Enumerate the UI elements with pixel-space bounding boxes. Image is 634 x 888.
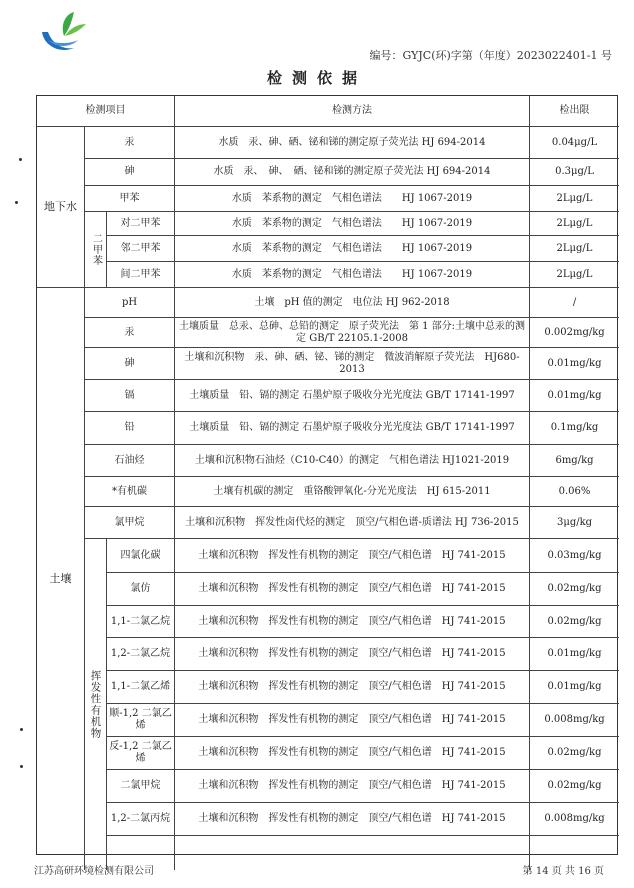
item-limit: 0.01mg/kg [530,380,619,412]
item-limit: 0.02mg/kg [530,737,619,770]
scan-speck [15,201,18,204]
item-name: 1,1-二氯乙烯 [107,671,175,704]
item-name: 镉 [85,380,175,412]
item-method: 土壤质量 总汞、总砷、总铅的测定 原子荧光法 第 1 部分:土壤中总汞的测定 GB/T 22105.1-2008 [175,318,530,348]
item-limit: 2Lμg/L [530,186,619,212]
item-method: 土壤和沉积物 挥发性有机物的测定 顶空/气相色谱 HJ 741-2015 [175,539,530,573]
item-method: 土壤质量 铅、镉的测定 石墨炉原子吸收分光光度法 GB/T 17141-1997 [175,380,530,412]
item-limit: 0.01mg/kg [530,348,619,380]
item-method: 土壤 pH 值的测定 电位法 HJ 962-2018 [175,288,530,318]
item-name: 铅 [85,412,175,445]
scan-speck [19,158,22,161]
scan-speck [20,728,23,731]
item-limit: 2Lμg/L [530,236,619,262]
item-method: 土壤和沉积物 汞、砷、硒、铋、锑的测定 微波消解原子荧光法 HJ680-2013 [175,348,530,380]
item-method: 水质 苯系物的测定 气相色谱法 HJ 1067-2019 [175,212,530,236]
item-limit: 0.03mg/kg [530,539,619,573]
item-limit: 2Lμg/L [530,262,619,288]
group-voc: 挥发性有机物 [85,539,107,870]
item-name: 邻二甲苯 [107,236,175,262]
item-limit: 0.02mg/kg [530,573,619,606]
method-table [36,95,618,855]
item-name: pH [85,288,175,318]
company-logo [34,10,98,56]
item-limit: 0.01mg/kg [530,671,619,704]
item-name: 1,1-二氯乙烷 [107,606,175,638]
item-method: 土壤和沉积物 挥发性有机物的测定 顶空/气相色谱 HJ 741-2015 [175,573,530,606]
item-method: 土壤和沉积物 挥发性有机物的测定 顶空/气相色谱 HJ 741-2015 [175,704,530,737]
item-method: 水质 苯系物的测定 气相色谱法 HJ 1067-2019 [175,262,530,288]
item-limit: 0.02mg/kg [530,606,619,638]
header-limit: 检出限 [530,96,619,127]
item-limit: 6mg/kg [530,445,619,477]
item-name: 砷 [85,348,175,380]
item-method: 土壤质量 铅、镉的测定 石墨炉原子吸收分光光度法 GB/T 17141-1997 [175,412,530,445]
item-limit: 0.002mg/kg [530,318,619,348]
category-groundwater: 地下水 [37,127,85,288]
item-method: 土壤和沉积物 挥发性有机物的测定 顶空/气相色谱 HJ 741-2015 [175,606,530,638]
item-method: 水质 苯系物的测定 气相色谱法 HJ 1067-2019 [175,186,530,212]
item-name: 甲苯 [85,186,175,212]
item-limit: 0.02mg/kg [530,770,619,803]
scan-speck [20,765,23,768]
group-xylene: 二甲苯 [85,212,107,288]
item-method: 土壤和沉积物 挥发性有机物的测定 顶空/气相色谱 HJ 741-2015 [175,803,530,836]
category-soil: 土壤 [37,288,85,870]
item-name: 1,2-二氯乙烷 [107,638,175,671]
item-limit: 3μg/kg [530,507,619,539]
item-method: 土壤和沉积物 挥发性有机物的测定 顶空/气相色谱 HJ 741-2015 [175,638,530,671]
item-method: 水质 汞、砷、硒、铋和锑的测定原子荧光法 HJ 694-2014 [175,127,530,159]
item-limit: 0.008mg/kg [530,704,619,737]
item-limit: 0.1mg/kg [530,412,619,445]
item-limit: 0.04μg/L [530,127,619,159]
item-method: 土壤和沉积物 挥发性有机物的测定 顶空/气相色谱 HJ 741-2015 [175,671,530,704]
item-method: 土壤和沉积物 挥发性有机物的测定 顶空/气相色谱 HJ 741-2015 [175,737,530,770]
item-name: 四氯化碳 [107,539,175,573]
item-name: 石油烃 [85,445,175,477]
item-name: 对二甲苯 [107,212,175,236]
item-limit: 0.3μg/L [530,159,619,186]
empty-cell [175,836,530,870]
item-name: 氯仿 [107,573,175,606]
item-name: 二氯甲烷 [107,770,175,803]
header-item: 检测项目 [37,96,175,127]
item-method: 土壤和沉积物 挥发性有机物的测定 顶空/气相色谱 HJ 741-2015 [175,770,530,803]
page-title: 检测依据 [266,69,367,87]
item-limit: 2Lμg/L [530,212,619,236]
item-name: 间二甲苯 [107,262,175,288]
item-name: 1,2-二氯丙烷 [107,803,175,836]
item-method: 土壤有机碳的测定 重铬酸钾氧化-分光光度法 HJ 615-2011 [175,477,530,507]
item-method: 水质 汞、 砷、 硒、铋和锑的测定原子荧光法 HJ 694-2014 [175,159,530,186]
item-limit: 0.06% [530,477,619,507]
item-method: 土壤和沉积物石油烃（C10-C40）的测定 气相色谱法 HJ1021-2019 [175,445,530,477]
header-method: 检测方法 [175,96,530,127]
item-limit: 0.008mg/kg [530,803,619,836]
item-method: 土壤和沉积物 挥发性卤代烃的测定 顶空/气相色谱-质谱法 HJ 736-2015 [175,507,530,539]
item-limit: 0.01mg/kg [530,638,619,671]
company-name: 江苏高研环境检测有限公司 [34,866,154,877]
item-name: *有机碳 [85,477,175,507]
item-name: 顺-1,2 二氯乙烯 [107,704,175,737]
document-number: 编号：GYJC(环)字第（年度）2023022401-1 号 [369,49,612,62]
item-limit: / [530,288,619,318]
item-name: 汞 [85,127,175,159]
item-method: 水质 苯系物的测定 气相色谱法 HJ 1067-2019 [175,236,530,262]
page-number: 第 14 页 共 16 页 [522,866,604,877]
item-name: 反-1,2 二氯乙烯 [107,737,175,770]
item-name: 氯甲烷 [85,507,175,539]
item-name: 砷 [85,159,175,186]
item-name: 汞 [85,318,175,348]
